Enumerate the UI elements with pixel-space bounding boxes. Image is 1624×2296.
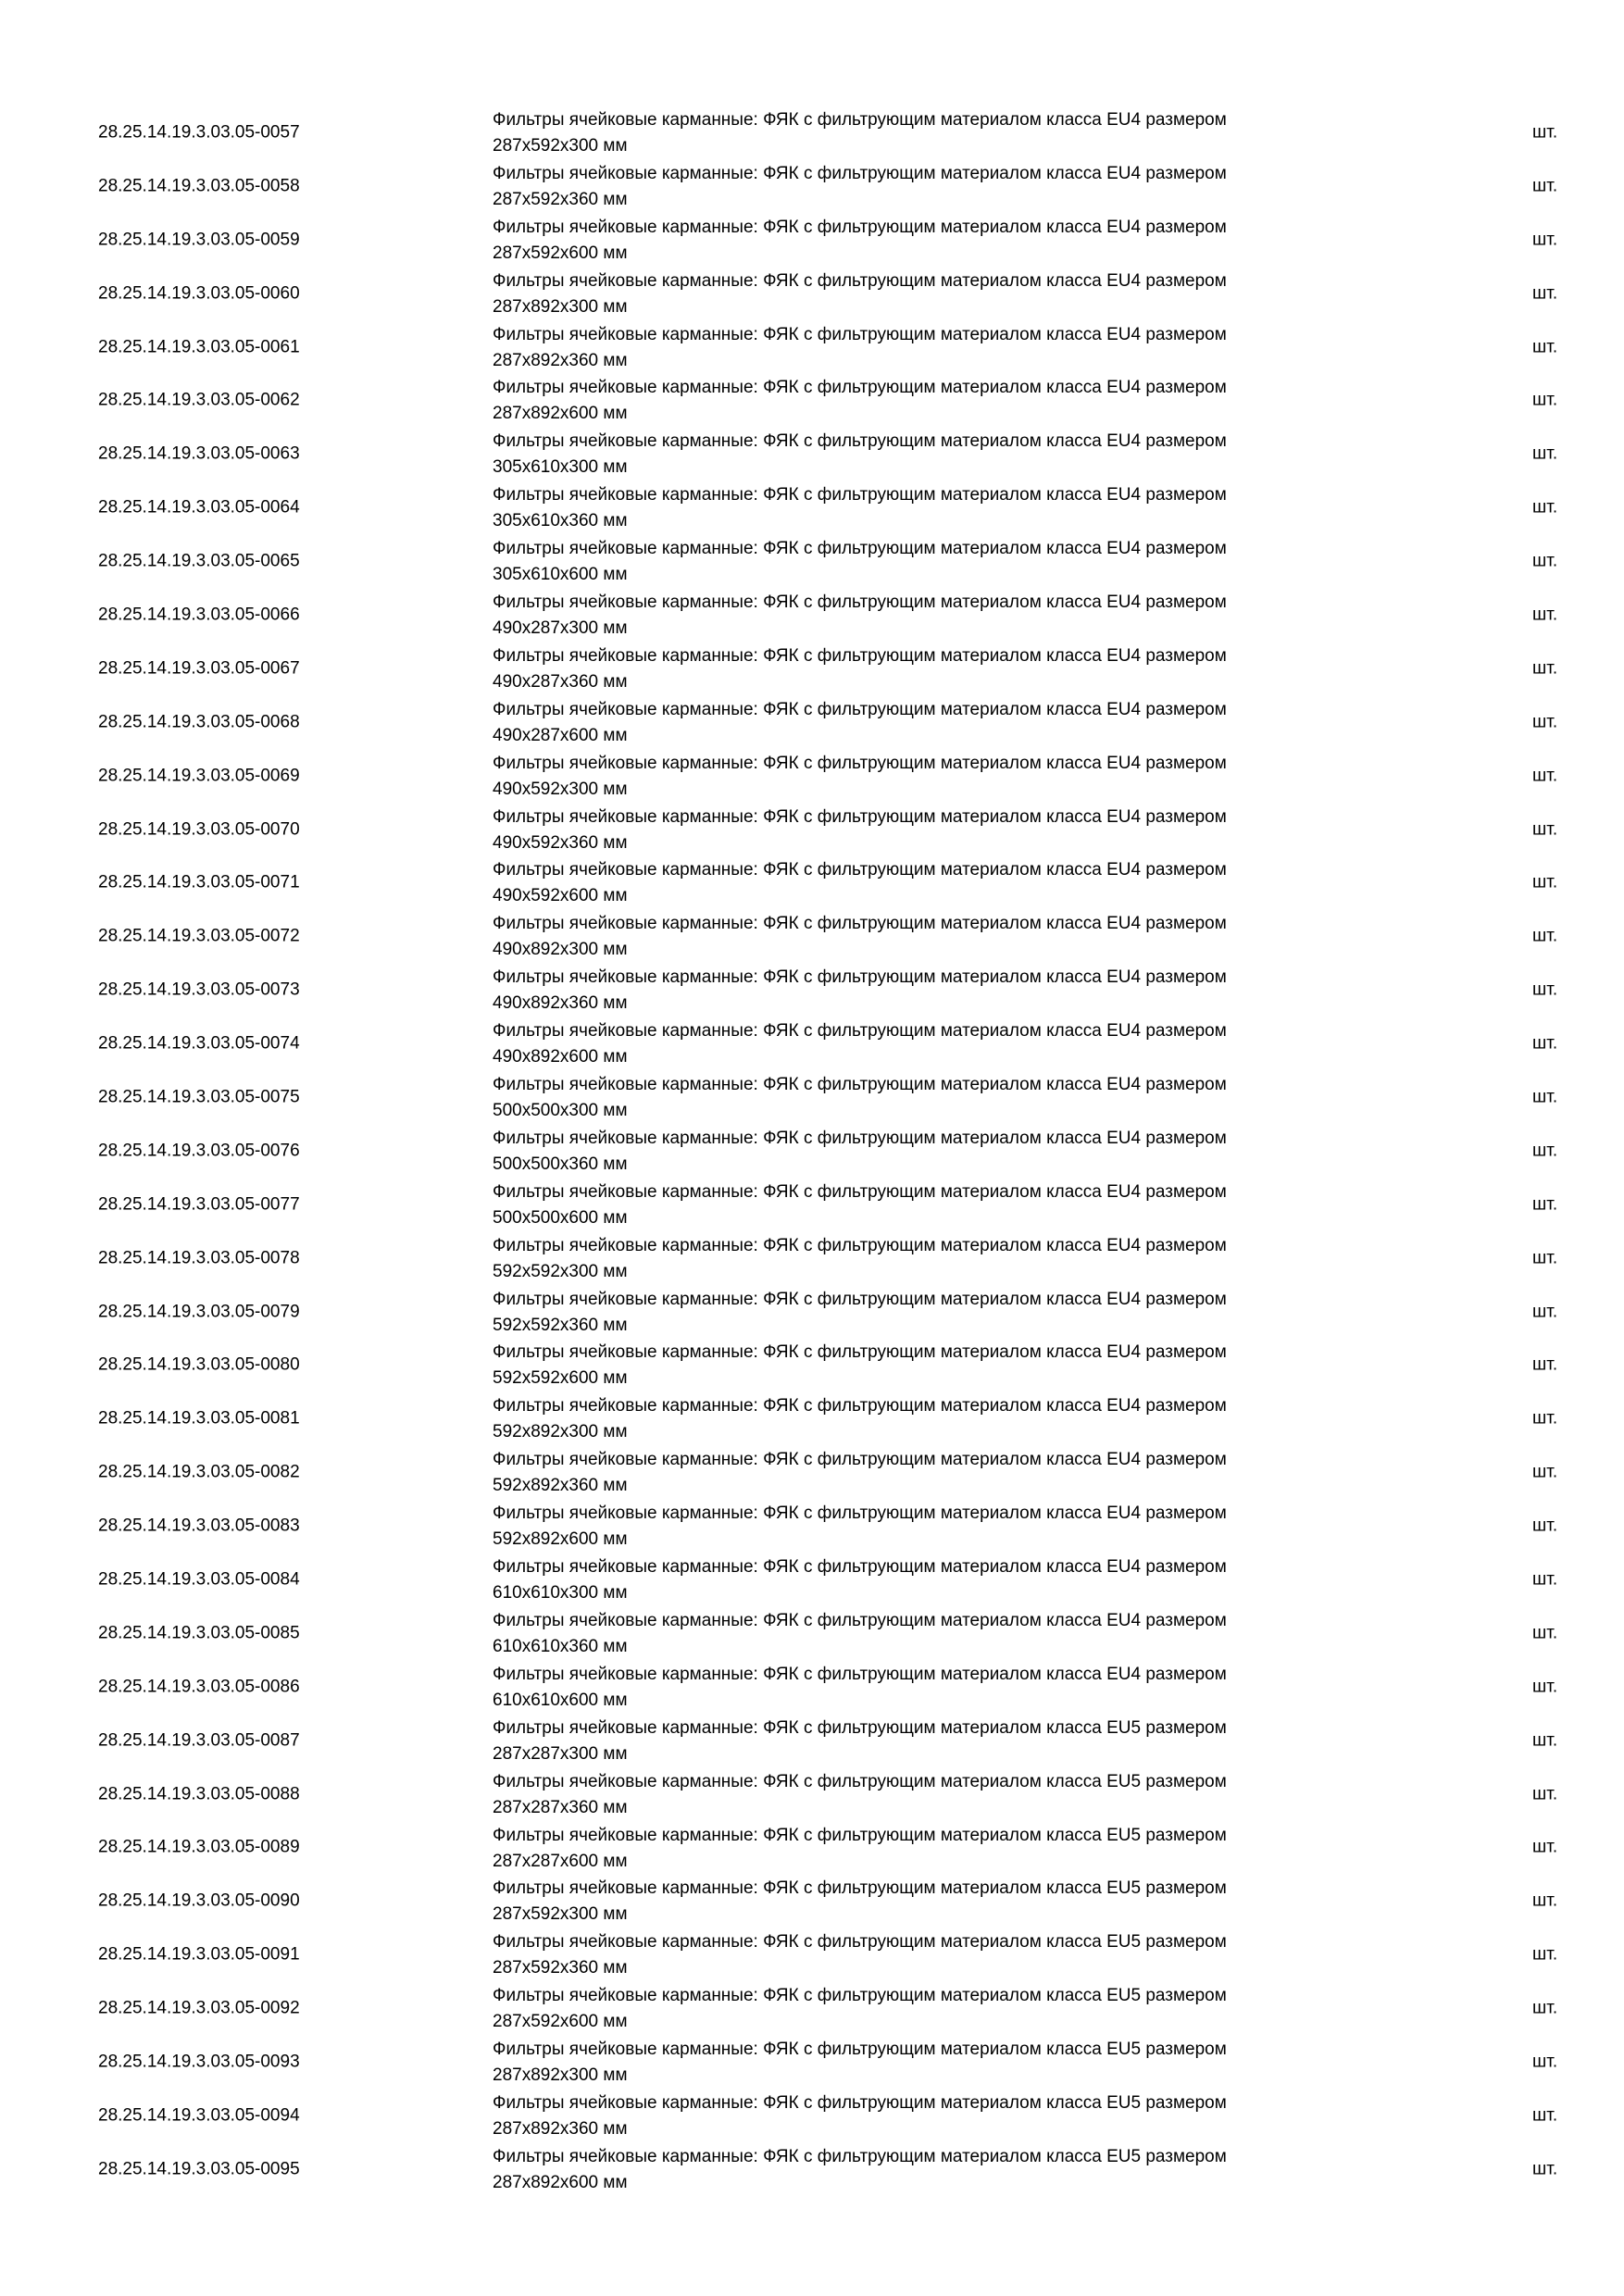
unit-of-measure: шт.	[1532, 1302, 1558, 1322]
description-line-2: 592x592x600 мм	[493, 1368, 628, 1389]
resource-code: 28.25.14.19.3.03.05-0057	[98, 122, 300, 143]
resource-description	[493, 375, 1354, 427]
table-row	[0, 1231, 1624, 1285]
description-line-1: Фильтры ячейковые карманные: ФЯК с фильтрующим материалом класса EU4 размером	[493, 806, 1227, 827]
unit-of-measure: шт.	[1532, 230, 1558, 250]
resource-description	[493, 2037, 1354, 2089]
unit-of-measure: шт.	[1532, 1141, 1558, 1161]
table-row	[0, 1178, 1624, 1231]
description-line-2: 287x592x300 мм	[493, 1904, 628, 1925]
description-line-1: Фильтры ячейковые карманные: ФЯК с фильтрующим материалом класса EU4 размером	[493, 539, 1227, 559]
resource-code: 28.25.14.19.3.03.05-0062	[98, 390, 300, 410]
description-line-1: Фильтры ячейковые карманные: ФЯК с фильтрующим материалом класса EU4 размером	[493, 753, 1227, 773]
resource-code: 28.25.14.19.3.03.05-0079	[98, 1302, 300, 1322]
description-line-1: Фильтры ячейковые карманные: ФЯК с фильтрующим материалом класса EU4 размером	[493, 163, 1227, 183]
resource-description	[493, 1018, 1354, 1070]
table-row	[0, 1660, 1624, 1714]
table-row	[0, 963, 1624, 1017]
unit-of-measure: шт.	[1532, 658, 1558, 679]
resource-code: 28.25.14.19.3.03.05-0086	[98, 1677, 300, 1697]
description-line-2: 287x287x300 мм	[493, 1743, 628, 1764]
description-line-1: Фильтры ячейковые карманные: ФЯК с фильтрующим материалом класса EU4 размером	[493, 324, 1227, 344]
description-line-2: 287x592x360 мм	[493, 1958, 628, 1978]
unit-of-measure: шт.	[1532, 2105, 1558, 2126]
table-row	[0, 695, 1624, 749]
description-line-1: Фильтры ячейковые карманные: ФЯК с фильтрующим материалом класса EU4 размером	[493, 967, 1227, 988]
description-line-1: Фильтры ячейковые карманные: ФЯК с фильтрующим материалом класса EU4 размером	[493, 1610, 1227, 1630]
resource-code: 28.25.14.19.3.03.05-0078	[98, 1248, 300, 1268]
description-line-2: 490x892x300 мм	[493, 940, 628, 960]
description-line-2: 287x287x360 мм	[493, 1797, 628, 1817]
resource-description	[493, 643, 1354, 695]
resource-description	[493, 536, 1354, 588]
resource-description	[493, 697, 1354, 749]
resource-code: 28.25.14.19.3.03.05-0094	[98, 2105, 300, 2126]
description-line-1: Фильтры ячейковые карманные: ФЯК с фильтрующим материалом класса EU5 размером	[493, 1825, 1227, 1845]
resource-description	[493, 1393, 1354, 1445]
description-line-2: 500x500x300 мм	[493, 1101, 628, 1121]
resource-code: 28.25.14.19.3.03.05-0084	[98, 1569, 300, 1590]
table-row	[0, 1821, 1624, 1875]
description-line-1: Фильтры ячейковые карманные: ФЯК с фильтрующим материалом класса EU4 размером	[493, 860, 1227, 880]
resource-description	[493, 107, 1354, 159]
table-row	[0, 1338, 1624, 1391]
description-line-1: Фильтры ячейковые карманные: ФЯК с фильтрующим материалом класса EU4 размером	[493, 110, 1227, 130]
description-line-1: Фильтры ячейковые карманные: ФЯК с фильтрующим материалом класса EU4 размером	[493, 1075, 1227, 1095]
unit-of-measure: шт.	[1532, 1354, 1558, 1375]
description-line-2: 305x610x360 мм	[493, 511, 628, 531]
table-row	[0, 1714, 1624, 1767]
resource-description	[493, 429, 1354, 480]
unit-of-measure: шт.	[1532, 283, 1558, 304]
resource-code: 28.25.14.19.3.03.05-0083	[98, 1516, 300, 1536]
description-line-2: 490x592x600 мм	[493, 886, 628, 906]
description-line-2: 490x892x600 мм	[493, 1047, 628, 1067]
table-row	[0, 1606, 1624, 1660]
resource-code: 28.25.14.19.3.03.05-0090	[98, 1890, 300, 1911]
resource-code: 28.25.14.19.3.03.05-0093	[98, 2052, 300, 2072]
description-line-1: Фильтры ячейковые карманные: ФЯК с фильтрующим материалом класса EU4 размером	[493, 1021, 1227, 1042]
resource-code: 28.25.14.19.3.03.05-0092	[98, 1998, 300, 2018]
resource-code: 28.25.14.19.3.03.05-0082	[98, 1462, 300, 1482]
table-row	[0, 373, 1624, 427]
unit-of-measure: шт.	[1532, 2052, 1558, 2072]
resource-description	[493, 1233, 1354, 1285]
unit-of-measure: шт.	[1532, 1194, 1558, 1215]
unit-of-measure: шт.	[1532, 1837, 1558, 1857]
resource-code: 28.25.14.19.3.03.05-0080	[98, 1354, 300, 1375]
resource-code: 28.25.14.19.3.03.05-0075	[98, 1087, 300, 1107]
table-row	[0, 855, 1624, 909]
description-line-1: Фильтры ячейковые карманные: ФЯК с фильтрующим материалом класса EU4 размером	[493, 378, 1227, 398]
resource-description	[493, 1716, 1354, 1767]
unit-of-measure: шт.	[1532, 1087, 1558, 1107]
table-row	[0, 267, 1624, 320]
description-line-2: 592x892x300 мм	[493, 1422, 628, 1442]
table-row	[0, 588, 1624, 642]
description-line-1: Фильтры ячейковые карманные: ФЯК с фильтрующим материалом класса EU4 размером	[493, 1128, 1227, 1148]
unit-of-measure: шт.	[1532, 337, 1558, 356]
description-line-1: Фильтры ячейковые карманные: ФЯК с фильтрующим материалом класса EU4 размером	[493, 1235, 1227, 1255]
unit-of-measure: шт.	[1532, 1998, 1558, 2018]
description-line-2: 287x892x360 мм	[493, 2118, 628, 2139]
resource-code: 28.25.14.19.3.03.05-0065	[98, 551, 300, 571]
description-line-2: 592x592x300 мм	[493, 1261, 628, 1281]
description-line-1: Фильтры ячейковые карманные: ФЯК с фильтрующим материалом класса EU4 размером	[493, 270, 1227, 291]
description-line-2: 287x592x600 мм	[493, 2012, 628, 2032]
resource-description	[493, 322, 1354, 374]
description-line-1: Фильтры ячейковые карманные: ФЯК с фильтрующим материалом класса EU4 размером	[493, 485, 1227, 505]
description-line-2: 490x592x300 мм	[493, 779, 628, 799]
unit-of-measure: шт.	[1532, 1730, 1558, 1751]
table-row	[0, 1391, 1624, 1445]
description-line-2: 500x500x360 мм	[493, 1154, 628, 1174]
description-line-1: Фильтры ячейковые карманные: ФЯК с фильтрующим материалом класса EU5 размером	[493, 2092, 1227, 2113]
description-line-1: Фильтры ячейковые карманные: ФЯК с фильтрующим материалом класса EU5 размером	[493, 1717, 1227, 1738]
resource-code: 28.25.14.19.3.03.05-0074	[98, 1033, 300, 1054]
description-line-1: Фильтры ячейковые карманные: ФЯК с фильтрующим материалом класса EU5 размером	[493, 1932, 1227, 1953]
table-row	[0, 106, 1624, 159]
description-line-2: 287x892x300 мм	[493, 296, 628, 317]
unit-of-measure: шт.	[1532, 1569, 1558, 1590]
resource-description	[493, 1126, 1354, 1178]
table-row	[0, 1767, 1624, 1821]
unit-of-measure: шт.	[1532, 1623, 1558, 1643]
description-line-2: 592x892x600 мм	[493, 1529, 628, 1550]
description-line-2: 490x287x600 мм	[493, 725, 628, 745]
resource-description	[493, 1501, 1354, 1553]
resource-description	[493, 857, 1354, 909]
resource-code: 28.25.14.19.3.03.05-0063	[98, 443, 300, 464]
description-line-1: Фильтры ячейковые карманные: ФЯК с фильтрующим материалом класса EU4 размером	[493, 914, 1227, 934]
table-row	[0, 1285, 1624, 1339]
resource-description	[493, 1447, 1354, 1499]
description-line-1: Фильтры ячейковые карманные: ФЯК с фильтрующим материалом класса EU5 размером	[493, 1771, 1227, 1791]
resource-description	[493, 2090, 1354, 2142]
unit-of-measure: шт.	[1532, 712, 1558, 732]
description-line-2: 610x610x600 мм	[493, 1690, 628, 1710]
unit-of-measure: шт.	[1532, 122, 1558, 143]
unit-of-measure: шт.	[1532, 2159, 1558, 2179]
description-line-2: 592x892x360 мм	[493, 1476, 628, 1496]
resource-description	[493, 1072, 1354, 1124]
table-row	[0, 1981, 1624, 2035]
unit-of-measure: шт.	[1532, 1248, 1558, 1268]
resource-description	[493, 1608, 1354, 1660]
table-row	[0, 1017, 1624, 1070]
description-line-1: Фильтры ячейковые карманные: ФЯК с фильтрующим материалом класса EU4 размером	[493, 1342, 1227, 1363]
description-line-2: 287x287x600 мм	[493, 1851, 628, 1871]
resource-description	[493, 1340, 1354, 1391]
resource-code: 28.25.14.19.3.03.05-0069	[98, 766, 300, 786]
resource-code: 28.25.14.19.3.03.05-0081	[98, 1408, 300, 1429]
unit-of-measure: шт.	[1532, 1516, 1558, 1536]
description-line-1: Фильтры ячейковые карманные: ФЯК с фильтрующим материалом класса EU4 размером	[493, 1450, 1227, 1470]
unit-of-measure: шт.	[1532, 1408, 1558, 1429]
description-line-1: Фильтры ячейковые карманные: ФЯК с фильтрующим материалом класса EU4 размером	[493, 217, 1227, 237]
resource-description	[493, 1876, 1354, 1928]
description-line-2: 490x287x300 мм	[493, 618, 628, 639]
unit-of-measure: шт.	[1532, 390, 1558, 410]
resource-description	[493, 1554, 1354, 1606]
table-row	[0, 534, 1624, 588]
description-line-1: Фильтры ячейковые карманные: ФЯК с фильтрующим материалом класса EU5 размером	[493, 1986, 1227, 2006]
resource-code: 28.25.14.19.3.03.05-0059	[98, 230, 300, 250]
table-row	[0, 803, 1624, 856]
resource-description	[493, 268, 1354, 320]
description-line-2: 490x287x360 мм	[493, 671, 628, 692]
description-line-2: 287x592x360 мм	[493, 189, 628, 209]
table-row	[0, 480, 1624, 534]
description-line-1: Фильтры ячейковые карманные: ФЯК с фильтрующим материалом класса EU4 размером	[493, 593, 1227, 613]
description-line-2: 610x610x360 мм	[493, 1636, 628, 1656]
resource-code: 28.25.14.19.3.03.05-0077	[98, 1194, 300, 1215]
resource-code: 28.25.14.19.3.03.05-0091	[98, 1944, 300, 1965]
resource-description	[493, 1662, 1354, 1714]
resource-code: 28.25.14.19.3.03.05-0088	[98, 1784, 300, 1804]
unit-of-measure: шт.	[1532, 819, 1558, 840]
description-line-1: Фильтры ячейковые карманные: ФЯК с фильтрующим материалом класса EU4 размером	[493, 1664, 1227, 1684]
resource-description	[493, 2144, 1354, 2196]
description-line-1: Фильтры ячейковые карманные: ФЯК с фильтрующим материалом класса EU4 размером	[493, 1289, 1227, 1309]
resource-description	[493, 805, 1354, 856]
table-row	[0, 159, 1624, 213]
description-line-1: Фильтры ячейковые карманные: ФЯК с фильтрующим материалом класса EU4 размером	[493, 1557, 1227, 1578]
unit-of-measure: шт.	[1532, 1677, 1558, 1697]
resource-description	[493, 1823, 1354, 1875]
table-row	[0, 909, 1624, 963]
description-line-2: 610x610x300 мм	[493, 1583, 628, 1603]
table-row	[0, 2142, 1624, 2196]
table-row	[0, 320, 1624, 374]
resource-code: 28.25.14.19.3.03.05-0076	[98, 1141, 300, 1161]
table-row	[0, 213, 1624, 267]
table-row	[0, 1553, 1624, 1606]
table-row	[0, 1499, 1624, 1553]
unit-of-measure: шт.	[1532, 1944, 1558, 1965]
unit-of-measure: шт.	[1532, 497, 1558, 518]
description-line-2: 287x592x300 мм	[493, 136, 628, 156]
unit-of-measure: шт.	[1532, 551, 1558, 571]
resource-code: 28.25.14.19.3.03.05-0058	[98, 176, 300, 196]
unit-of-measure: шт.	[1532, 980, 1558, 1000]
table-row	[0, 1874, 1624, 1928]
table-row	[0, 1445, 1624, 1499]
description-line-2: 305x610x300 мм	[493, 457, 628, 478]
description-line-1: Фильтры ячейковые карманные: ФЯК с фильтрующим материалом класса EU5 размером	[493, 2040, 1227, 2060]
description-line-2: 287x592x600 мм	[493, 243, 628, 263]
unit-of-measure: шт.	[1532, 926, 1558, 946]
resource-description	[493, 1983, 1354, 2035]
resource-description	[493, 590, 1354, 642]
resource-code: 28.25.14.19.3.03.05-0070	[98, 819, 300, 840]
table-row	[0, 749, 1624, 803]
table-row	[0, 1928, 1624, 1981]
resource-description	[493, 215, 1354, 267]
unit-of-measure: шт.	[1532, 872, 1558, 892]
resource-code: 28.25.14.19.3.03.05-0060	[98, 283, 300, 304]
resource-description	[493, 911, 1354, 963]
table-row	[0, 2089, 1624, 2142]
description-line-2: 287x892x600 мм	[493, 404, 628, 424]
description-line-1: Фильтры ячейковые карманные: ФЯК с фильтрующим материалом класса EU4 размером	[493, 1396, 1227, 1416]
resource-description	[493, 1179, 1354, 1231]
resource-code: 28.25.14.19.3.03.05-0061	[98, 337, 300, 356]
description-line-1: Фильтры ячейковые карманные: ФЯК с фильтрующим материалом класса EU4 размером	[493, 431, 1227, 452]
resource-description	[493, 1287, 1354, 1339]
table-row	[0, 1070, 1624, 1124]
unit-of-measure: шт.	[1532, 605, 1558, 625]
resource-code: 28.25.14.19.3.03.05-0087	[98, 1730, 300, 1751]
table-row	[0, 427, 1624, 480]
description-line-2: 490x592x360 мм	[493, 832, 628, 853]
resource-description	[493, 751, 1354, 803]
description-line-2: 490x892x360 мм	[493, 993, 628, 1014]
resource-code: 28.25.14.19.3.03.05-0072	[98, 926, 300, 946]
resource-table	[0, 106, 1624, 2196]
resource-description	[493, 1929, 1354, 1981]
description-line-2: 592x592x360 мм	[493, 1315, 628, 1335]
description-line-1: Фильтры ячейковые карманные: ФЯК с фильтрующим материалом класса EU4 размером	[493, 1504, 1227, 1524]
unit-of-measure: шт.	[1532, 1033, 1558, 1054]
resource-code: 28.25.14.19.3.03.05-0073	[98, 980, 300, 1000]
table-row	[0, 2035, 1624, 2089]
unit-of-measure: шт.	[1532, 176, 1558, 196]
resource-code: 28.25.14.19.3.03.05-0064	[98, 497, 300, 518]
description-line-2: 305x610x600 мм	[493, 565, 628, 585]
unit-of-measure: шт.	[1532, 766, 1558, 786]
resource-description	[493, 482, 1354, 534]
resource-description	[493, 1769, 1354, 1821]
description-line-2: 287x892x300 мм	[493, 2065, 628, 2086]
resource-code: 28.25.14.19.3.03.05-0089	[98, 1837, 300, 1857]
resource-code: 28.25.14.19.3.03.05-0067	[98, 658, 300, 679]
unit-of-measure: шт.	[1532, 1784, 1558, 1804]
unit-of-measure: шт.	[1532, 1462, 1558, 1482]
resource-code: 28.25.14.19.3.03.05-0095	[98, 2159, 300, 2179]
resource-code: 28.25.14.19.3.03.05-0085	[98, 1623, 300, 1643]
description-line-1: Фильтры ячейковые карманные: ФЯК с фильтрующим материалом класса EU5 размером	[493, 1878, 1227, 1899]
resource-description	[493, 965, 1354, 1017]
description-line-2: 287x892x600 мм	[493, 2172, 628, 2192]
resource-code: 28.25.14.19.3.03.05-0068	[98, 712, 300, 732]
table-row	[0, 1124, 1624, 1178]
description-line-1: Фильтры ячейковые карманные: ФЯК с фильтрующим материалом класса EU4 размером	[493, 645, 1227, 666]
unit-of-measure: шт.	[1532, 1890, 1558, 1911]
table-row	[0, 642, 1624, 695]
description-line-2: 500x500x600 мм	[493, 1207, 628, 1228]
resource-code: 28.25.14.19.3.03.05-0066	[98, 605, 300, 625]
description-line-1: Фильтры ячейковые карманные: ФЯК с фильтрующим материалом класса EU5 размером	[493, 2146, 1227, 2166]
description-line-1: Фильтры ячейковые карманные: ФЯК с фильтрующим материалом класса EU4 размером	[493, 1181, 1227, 1202]
description-line-2: 287x892x360 мм	[493, 350, 628, 370]
description-line-1: Фильтры ячейковые карманные: ФЯК с фильтрующим материалом класса EU4 размером	[493, 699, 1227, 719]
resource-description	[493, 161, 1354, 213]
resource-code: 28.25.14.19.3.03.05-0071	[98, 872, 300, 892]
unit-of-measure: шт.	[1532, 443, 1558, 464]
